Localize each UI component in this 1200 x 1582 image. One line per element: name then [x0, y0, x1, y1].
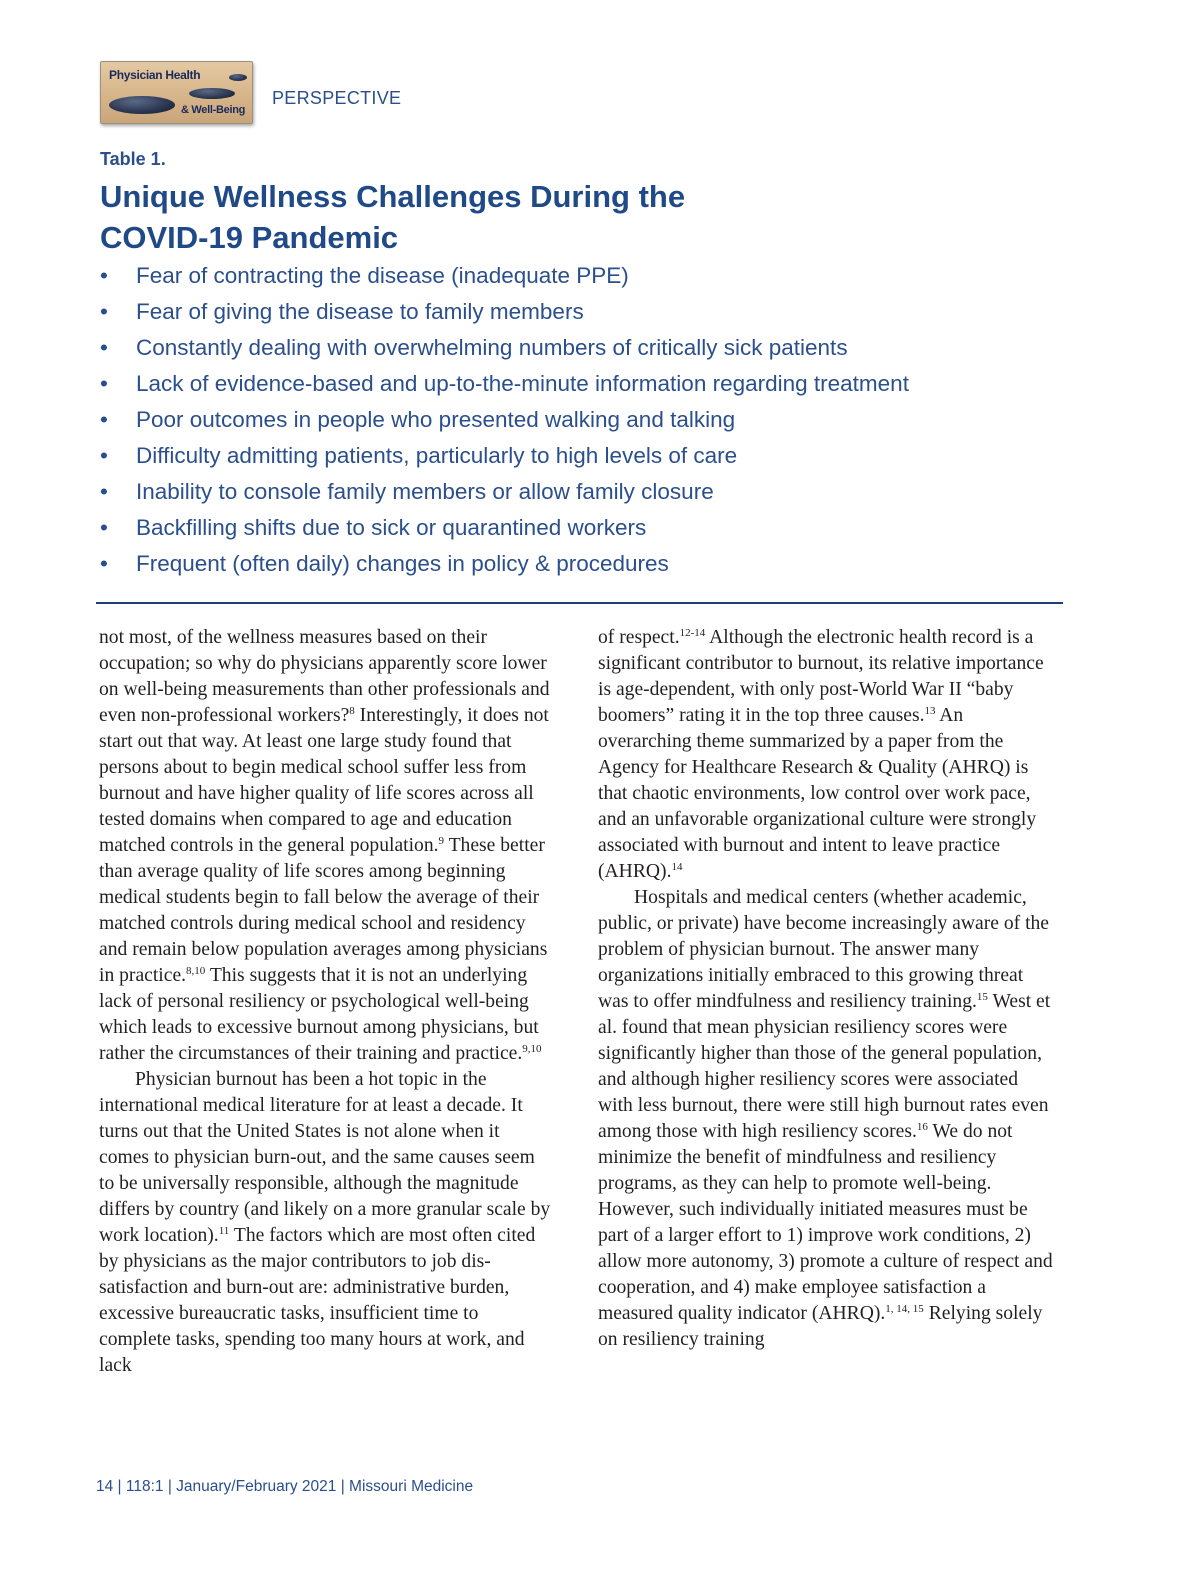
citation: 1, 14, 15 [885, 1303, 924, 1315]
body-text: Physician burnout has been a hot topic in the international medical literature for at least a decade. It turns out that the United States is not alone when it comes to physician burn-out, and the same causes seem to be universally responsible, although the magnitude differs by country (and likely on a more granular scale by work location). [99, 1069, 551, 1246]
body-text: not most, of the wellness measures based on their occupation; so why do physicians apparently score lower on well-being measurements than other professionals and even non-professional workers? [99, 627, 550, 726]
list-item-text: Poor outcomes in people who presented walking and talking [136, 407, 736, 432]
bullet-icon: • [100, 371, 108, 396]
physician-health-logo [100, 61, 253, 124]
bullet-icon: • [100, 335, 108, 360]
citation: 8,10 [186, 965, 206, 977]
body-text: Hospitals and medical centers (whether academic, public, or private) have become increasingly aware of the problem of physician burnout. The answer many organizations initially embraced to this growing threat was to offer mindfulness and resiliency training. [598, 887, 1050, 1012]
bullet-icon: • [100, 479, 108, 504]
bullet-icon: • [100, 299, 108, 324]
list-item-text: Fear of contracting the disease (inadequate PPE) [136, 263, 629, 288]
list-item [100, 474, 1080, 510]
logo-stone-large [109, 96, 175, 114]
citation: 16 [916, 1121, 928, 1133]
table-title-line2: COVID-19 Pandemic [100, 220, 399, 255]
body-text: Although the electronic health record is a significant contributor to burnout, its relative importance is age-dependent, with only post-World War II “baby boomers” rating it in the top three causes. [598, 627, 1044, 726]
list-item-text: Backfilling shifts due to sick or quarantined workers [136, 515, 647, 540]
list-item-text: Constantly dealing with overwhelming numbers of critically sick patients [136, 335, 848, 360]
bullet-icon: • [100, 407, 108, 432]
table-title [100, 176, 860, 258]
body-text: We do not minimize the benefit of mindfulness and resiliency programs, as they can help to promote well-being. However, such individually initiated measures must be part of a larger effort to 1) improve work conditions, 2) allow more autonomy, 3) promote a culture of respect and cooperation, and 4) make employee satisfaction a measured quality indicator (AHRQ). [598, 1121, 1053, 1324]
section-label: PERSPECTIVE [272, 88, 402, 108]
body-text: This suggests that it is not an underlying lack of personal resiliency or psychological well-being which leads to excessive burnout among physicians, but rather the circumstances of their training and practice. [99, 965, 539, 1064]
body-paragraph [598, 885, 1053, 1353]
body-paragraph [598, 625, 1053, 885]
list-item [100, 258, 1080, 294]
citation: 12-14 [679, 627, 706, 639]
list-item [100, 330, 1080, 366]
list-item-text: Lack of evidence-based and up-to-the-minute information regarding treatment [136, 371, 909, 396]
body-text: Interestingly, it does not start out that way. At least one large study found that persons about to begin medical school suffer less from burnout and have higher quality of life scores across all tested domains when compared to age and education matched controls in the general population. [99, 705, 549, 856]
list-item [100, 546, 1080, 582]
list-item [100, 366, 1080, 402]
table-divider [96, 602, 1063, 604]
logo-text-line2: & Well-Being [181, 104, 246, 116]
page-footer: 14 | 118:1 | January/February 2021 | Missouri Medicine [96, 1478, 474, 1495]
list-item [100, 510, 1080, 546]
list-item-text: Difficulty admitting patients, particularly to high levels of care [136, 443, 738, 468]
body-paragraph [99, 1067, 554, 1379]
citation: 13 [924, 705, 936, 717]
table-title-line1: Unique Wellness Challenges During the [100, 179, 686, 214]
body-text: Relying solely on resiliency training [598, 1303, 1043, 1350]
list-item [100, 402, 1080, 438]
citation: 11 [218, 1225, 230, 1237]
list-item [100, 294, 1080, 330]
body-text: of respect. [598, 627, 680, 648]
citation: 9 [438, 835, 445, 847]
bullet-icon: • [100, 515, 108, 540]
body-column-right [598, 625, 1053, 1353]
citation: 15 [976, 991, 988, 1003]
citation: 9,10 [522, 1043, 542, 1055]
body-paragraph [99, 625, 554, 1067]
list-item-text: Inability to console family members or allow family closure [136, 479, 714, 504]
list-item-text: Frequent (often daily) changes in policy & procedures [136, 551, 669, 576]
body-text: An overarching theme summarized by a paper from the Agency for Healthcare Research & Quality (AHRQ) is that chaotic environments, low control over work pace, and an unfavorable organizational culture were strongly associated with burnout and intent to leave practice (AHRQ). [598, 705, 1037, 882]
table-label: Table 1. [100, 149, 166, 169]
citation: 14 [671, 861, 683, 873]
body-text: These better than average quality of life scores among beginning medical students begin to fall below the average of their matched controls during medical school and residency and remain below population averages among physicians in practice. [99, 835, 548, 986]
body-text: West et al. found that mean physician resiliency scores were significantly higher than those of the general population, and although higher resiliency scores were associated with less burnout, there were still high burnout rates even among those with high resiliency scores. [598, 991, 1051, 1142]
logo-text-line1: Physician Health [109, 68, 201, 82]
bullet-icon: • [100, 551, 108, 576]
body-text: The factors which are most often cited by physicians as the major contributors to job dis-satisfaction and burn-out are: administrative burden, excessive bureaucratic tasks, insufficient time to complete tasks, spending too many hours at work, and lack [99, 1225, 536, 1376]
citation: 8 [349, 705, 355, 717]
body-column-left [99, 625, 554, 1379]
bullet-icon: • [100, 263, 108, 288]
logo-stone-medium [189, 88, 235, 99]
challenges-list [100, 258, 1080, 582]
bullet-icon: • [100, 443, 108, 468]
list-item-text: Fear of giving the disease to family members [136, 299, 584, 324]
logo-stone-small [229, 74, 247, 81]
list-item [100, 438, 1080, 474]
